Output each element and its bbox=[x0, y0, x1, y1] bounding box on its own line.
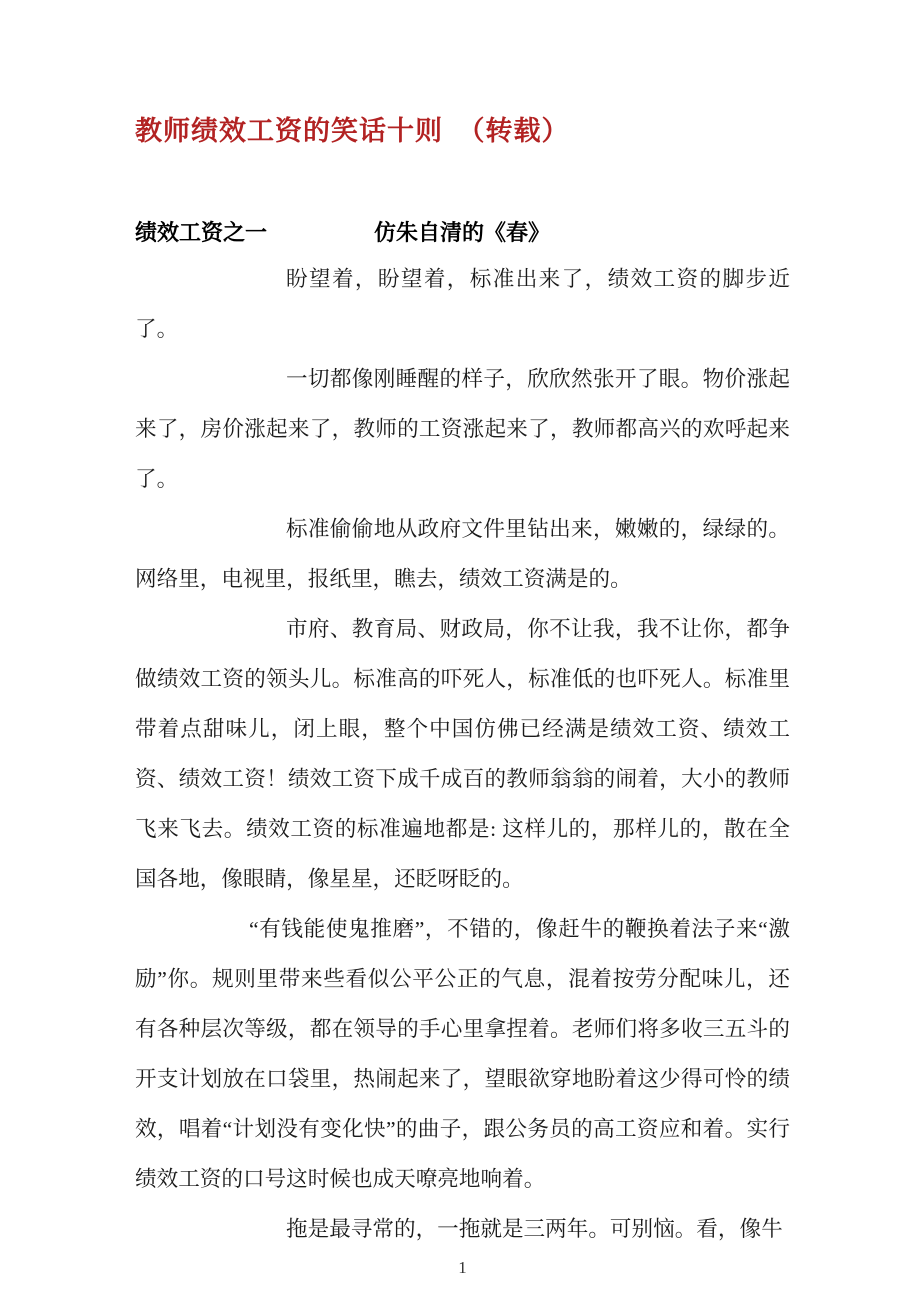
page-footer bbox=[135, 1258, 790, 1278]
section-heading-label: 绩效工资之一 bbox=[135, 220, 268, 245]
heading-spacer bbox=[267, 239, 374, 240]
section-heading bbox=[135, 218, 790, 248]
paragraph-6: 拖是最寻常的，一拖就是三两年。可别恼。看，像牛 bbox=[286, 1217, 783, 1241]
paragraph-2: 一切都像刚睡醒的样子，欣欣然张开了眼。物价涨起来了，房价涨起来了，教师的工资涨起来了，教师都高兴的欢呼起来了。 bbox=[135, 367, 790, 491]
paragraph-4: 市府、教育局、财政局，你不让我，我不让你，都争做绩效工资的领头儿。标准高的吓死人，标准低的也吓死人。标准里带着点甜味儿，闭上眼，整个中国仿佛已经满是绩效工资、绩效工资、绩效工资！绩效工资下成千成百的教师翁翁的闹着，大小的教师飞来飞去。绩效工资的标准遍地都是: 这样儿的，那样儿的，散在全国各地，像眼睛，像星星，还眨呀眨的。 bbox=[135, 617, 790, 891]
paragraph-3: 标准偷偷地从政府文件里钻出来，嫩嫩的，绿绿的。网络里，电视里，报纸里，瞧去，绩效工资满是的。 bbox=[135, 517, 790, 591]
paragraph-5: “有钱能使鬼推磨”，不错的，像赶牛的鞭换着法子来“激励”你。规则里带来些看似公平公正的气息，混着按劳分配味儿，还有各种层次等级，都在领导的手心里拿捏着。老师们将多收三五斗的开支计划放在口袋里，热闹起来了，望眼欲穿地盼着这少得可怜的绩效，唱着“计划没有变化快”的曲子，跟公务员的高工资应和着。实行绩效工资的口号这时候也成天嘹亮地响着。 bbox=[135, 917, 790, 1191]
document-title: 教师绩效工资的笑话十则 （转载） bbox=[135, 116, 570, 146]
paragraph-1: 盼望着，盼望着，标准出来了，绩效工资的脚步近了。 bbox=[135, 267, 790, 341]
document-body bbox=[135, 254, 790, 1254]
page-number: 1 bbox=[458, 1258, 467, 1277]
section-heading-subtitle: 仿朱自清的《春》 bbox=[374, 220, 551, 245]
